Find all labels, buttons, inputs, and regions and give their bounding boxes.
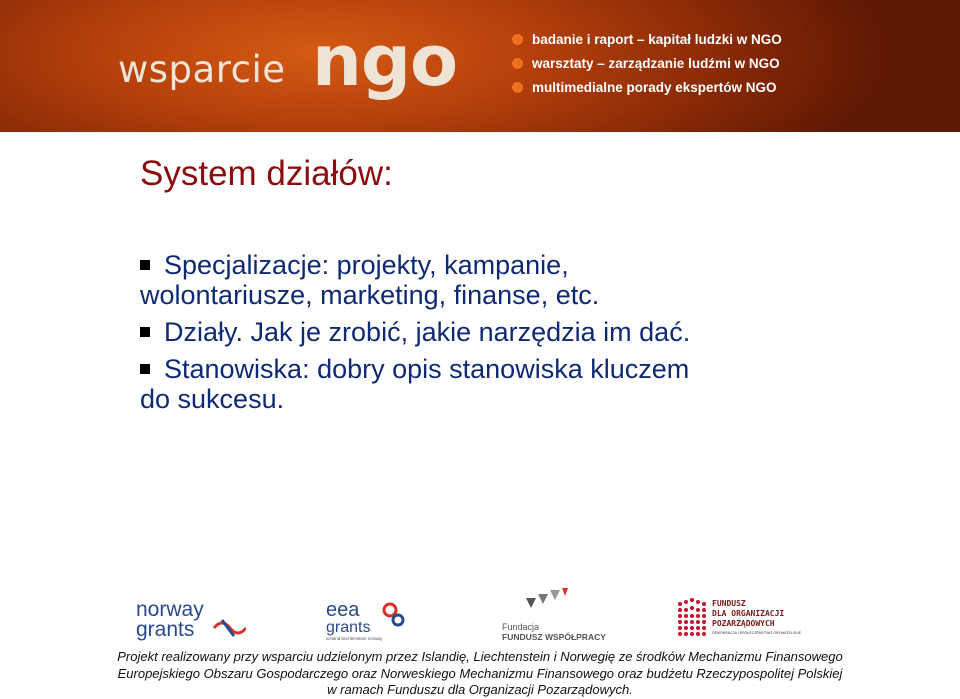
footer-line: Europejskiego Obszaru Gospodarczego oraz Norweskiego Mechanizmu Finansowego oraz budżetu Rzeczypospolitej Polskiej [117, 665, 843, 681]
bullet-dot-icon [512, 58, 523, 69]
bullet-dot-icon [512, 34, 523, 45]
bullet-text-continued: do sukcesu. [140, 384, 285, 414]
bullet-item [140, 354, 820, 414]
brand-ngo: ngo [312, 20, 458, 102]
banner-item: badanie i raport – kapitał ludzki w NGO [512, 30, 782, 54]
bullet-text: Specjalizacje: projekty, kampanie, [164, 250, 569, 280]
eea-circle-icon-2 [393, 615, 403, 625]
eea-circle-icon [384, 604, 396, 616]
banner-item: multimedialne porady ekspertów NGO [512, 78, 782, 102]
bullet-text: Działy. Jak je zrobić, jakie narzędzia im dać. [164, 317, 691, 347]
square-bullet-icon [140, 260, 150, 270]
eea-sub-text: iceland liechtenstein norway [326, 636, 383, 641]
bullet-text-continued: wolontariusze, marketing, finanse, etc. [140, 280, 600, 310]
fdop-line4: DEMOKRACJA I SPOŁECZEŃSTWO OBYWATELSKIE [712, 631, 802, 635]
fdop-line3: POZARZĄDOWYCH [712, 619, 775, 628]
norway-logo-text: norway [136, 598, 204, 621]
slide-title: System działów: [140, 154, 393, 193]
fundusz-dla-organizacji-logo [676, 596, 826, 640]
brand-wsparcie: wsparcie [118, 48, 286, 91]
eea-grants-text: grants [326, 619, 371, 636]
bullet-text: Stanowiska: dobry opis stanowiska kluczem [164, 354, 690, 384]
fdop-line1: FUNDUSZ [712, 599, 746, 608]
eea-logo-text: eea [326, 599, 360, 621]
fundusz-wspolpracy-logo [500, 588, 610, 644]
banner-list [512, 30, 782, 102]
footer-line: Projekt realizowany przy wsparciu udzielonym przez Islandię, Liechtenstein i Norwegię ze środków Mechanizmu Finansowego [117, 649, 843, 664]
footer-line: w ramach Funduszu dla Organizacji Pozarządowych. [327, 682, 633, 697]
square-bullet-icon [140, 364, 150, 374]
bullet-item [140, 250, 820, 310]
fundusz-bottom-text: FUNDUSZ WSPÓŁPRACY [502, 632, 606, 642]
header-banner [0, 0, 960, 132]
square-bullet-icon [140, 327, 150, 337]
bullet-list [140, 250, 820, 421]
norway-grants-logo [136, 598, 246, 642]
banner-item: warsztaty – zarządzanie ludźmi w NGO [512, 54, 782, 78]
fdop-line2: DLA ORGANIZACJI [712, 609, 785, 618]
bullet-item [140, 317, 820, 347]
arrow-icon-4 [562, 588, 568, 596]
eea-grants-logo [326, 598, 406, 642]
fundusz-top-text: Fundacja [502, 622, 540, 632]
footer-funding-note [100, 649, 860, 699]
grants-logo-text: grants [136, 618, 195, 641]
arrow-icon [526, 598, 536, 608]
bullet-dot-icon [512, 82, 523, 93]
norway-stroke-icon [222, 620, 234, 636]
arrow-icon-3 [550, 590, 560, 600]
dot-grid-icon [678, 598, 706, 636]
arrow-icon-2 [538, 594, 548, 604]
